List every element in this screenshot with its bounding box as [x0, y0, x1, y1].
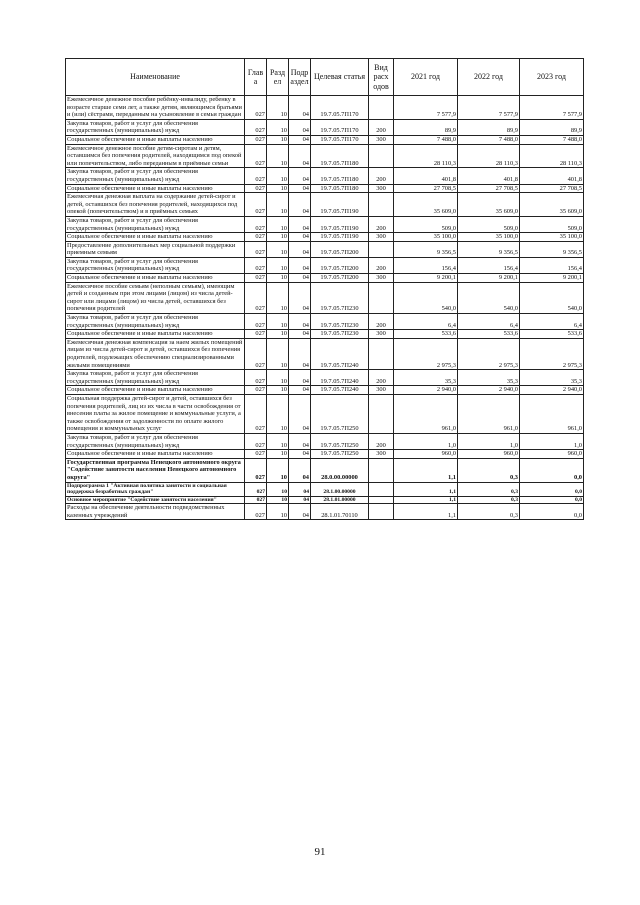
row-glava: 027	[245, 119, 267, 135]
row-amount-2021: 28 110,3	[394, 144, 458, 168]
table-row	[66, 257, 584, 273]
row-razdel: 10	[267, 314, 289, 330]
row-amount-2023: 27 708,5	[520, 184, 584, 193]
row-amount-2021: 1,1	[394, 504, 458, 520]
row-expense-type: 200	[369, 119, 394, 135]
row-razdel: 10	[267, 193, 289, 217]
table-row	[66, 274, 584, 283]
row-expense-type	[369, 193, 394, 217]
header-podrazdel: Подр аздел	[289, 59, 311, 96]
row-name: Закупка товаров, работ и услуг для обеспечения государственных (муниципальных) нужд	[66, 370, 245, 386]
table-row	[66, 496, 584, 504]
row-podrazdel: 04	[289, 184, 311, 193]
row-glava: 027	[245, 144, 267, 168]
row-amount-2021: 35,3	[394, 370, 458, 386]
row-podrazdel: 04	[289, 257, 311, 273]
row-expense-type: 300	[369, 450, 394, 459]
header-year-2023: 2023 год	[520, 59, 584, 96]
row-name: Государственная программа Ненецкого автономного округа "Содействие занятости населения Ненецкого автономного округа"	[66, 458, 245, 482]
row-amount-2023: 540,0	[520, 282, 584, 313]
table-row	[66, 233, 584, 242]
row-razdel: 10	[267, 233, 289, 242]
row-expense-type	[369, 338, 394, 369]
row-expense-type: 200	[369, 168, 394, 184]
table-row	[66, 96, 584, 120]
row-amount-2021: 9 200,1	[394, 274, 458, 283]
table-row	[66, 282, 584, 313]
row-expense-type	[369, 282, 394, 313]
row-target-article: 19.7.05.7П180	[311, 168, 369, 184]
row-glava: 027	[245, 482, 267, 496]
row-amount-2021: 9 356,5	[394, 241, 458, 257]
row-expense-type	[369, 96, 394, 120]
row-name: Социальное обеспечение и иные выплаты населению	[66, 184, 245, 193]
row-amount-2022: 7 488,0	[458, 135, 520, 144]
row-amount-2022: 35 100,0	[458, 233, 520, 242]
row-expense-type: 300	[369, 386, 394, 395]
row-target-article: 28.1.01.70110	[311, 504, 369, 520]
row-amount-2021: 6,4	[394, 314, 458, 330]
row-target-article: 19.7.05.7П240	[311, 338, 369, 369]
row-target-article: 19.7.05.7П250	[311, 394, 369, 433]
row-target-article: 19.7.05.7П190	[311, 193, 369, 217]
row-expense-type: 300	[369, 135, 394, 144]
row-podrazdel: 04	[289, 168, 311, 184]
row-razdel: 10	[267, 257, 289, 273]
table-row	[66, 168, 584, 184]
table-row	[66, 330, 584, 339]
row-name: Закупка товаров, работ и услуг для обеспечения государственных (муниципальных) нужд	[66, 168, 245, 184]
row-name: Ежемесячная денежная компенсация за наем жилых помещений лицам из числа детей-сирот и детей, оставшихся без попечения родителей, подлежащих обеспечению специализированными жилыми помещениями	[66, 338, 245, 369]
page-number: 91	[314, 846, 326, 858]
row-glava: 027	[245, 450, 267, 459]
row-razdel: 10	[267, 96, 289, 120]
row-amount-2023: 0,0	[520, 458, 584, 482]
row-amount-2021: 27 708,5	[394, 184, 458, 193]
table-row	[66, 338, 584, 369]
row-name: Закупка товаров, работ и услуг для обеспечения государственных (муниципальных) нужд	[66, 257, 245, 273]
row-podrazdel: 04	[289, 274, 311, 283]
table-row	[66, 458, 584, 482]
row-amount-2023: 156,4	[520, 257, 584, 273]
row-amount-2022: 35 609,0	[458, 193, 520, 217]
row-amount-2022: 540,0	[458, 282, 520, 313]
row-expense-type: 200	[369, 370, 394, 386]
row-podrazdel: 04	[289, 282, 311, 313]
row-amount-2022: 509,0	[458, 216, 520, 232]
row-podrazdel: 04	[289, 330, 311, 339]
row-amount-2022: 156,4	[458, 257, 520, 273]
row-glava: 027	[245, 184, 267, 193]
row-name: Социальная поддержка детей-сирот и детей, оставшихся без попечения родителей, лиц из их числа в части освобождения от внесения платы за жилое помещение и коммунальные услуги, а также освобождения от задолженности по оплате жилого помещения и коммунальных услуг	[66, 394, 245, 433]
header-razdel: Разд ел	[267, 59, 289, 96]
row-amount-2021: 35 609,0	[394, 193, 458, 217]
row-target-article: 19.7.05.7П250	[311, 450, 369, 459]
row-amount-2023: 1,0	[520, 433, 584, 449]
row-amount-2023: 960,0	[520, 450, 584, 459]
row-name: Социальное обеспечение и иные выплаты населению	[66, 274, 245, 283]
row-amount-2022: 0,3	[458, 496, 520, 504]
row-razdel: 10	[267, 433, 289, 449]
row-razdel: 10	[267, 386, 289, 395]
row-amount-2022: 9 200,1	[458, 274, 520, 283]
row-expense-type	[369, 458, 394, 482]
table-row	[66, 370, 584, 386]
row-razdel: 10	[267, 184, 289, 193]
row-amount-2021: 156,4	[394, 257, 458, 273]
row-glava: 027	[245, 168, 267, 184]
header-expense-type: Вид расх одов	[369, 59, 394, 96]
row-amount-2022: 2 940,0	[458, 386, 520, 395]
row-razdel: 10	[267, 338, 289, 369]
row-target-article: 19.7.05.7П190	[311, 233, 369, 242]
row-glava: 027	[245, 433, 267, 449]
table-row	[66, 394, 584, 433]
row-razdel: 10	[267, 394, 289, 433]
row-podrazdel: 04	[289, 216, 311, 232]
row-podrazdel: 04	[289, 458, 311, 482]
row-glava: 027	[245, 96, 267, 120]
row-amount-2021: 540,0	[394, 282, 458, 313]
row-amount-2023: 35 100,0	[520, 233, 584, 242]
row-expense-type: 300	[369, 274, 394, 283]
row-podrazdel: 04	[289, 314, 311, 330]
row-amount-2022: 1,0	[458, 433, 520, 449]
row-amount-2023: 2 940,0	[520, 386, 584, 395]
row-name: Предоставление дополнительных мер социальной поддержки приемным семьям	[66, 241, 245, 257]
row-expense-type	[369, 482, 394, 496]
row-amount-2022: 961,0	[458, 394, 520, 433]
row-name: Основное мероприятие "Содействие занятости населения"	[66, 496, 245, 504]
table-row	[66, 482, 584, 496]
row-name: Ежемесячное пособие семьям (неполным семьям), имеющим детей и созданным при этом лицами (лицом) из числа детей-сирот или лицами (лицом) из числа детей, оставшихся без попечения родителей	[66, 282, 245, 313]
row-name: Социальное обеспечение и иные выплаты населению	[66, 330, 245, 339]
row-amount-2023: 89,9	[520, 119, 584, 135]
row-name: Закупка товаров, работ и услуг для обеспечения государственных (муниципальных) нужд	[66, 216, 245, 232]
row-amount-2023: 2 975,3	[520, 338, 584, 369]
row-razdel: 10	[267, 450, 289, 459]
table-row	[66, 314, 584, 330]
row-expense-type: 200	[369, 433, 394, 449]
row-target-article: 28.0.00.00000	[311, 458, 369, 482]
row-target-article: 19.7.05.7П180	[311, 144, 369, 168]
row-target-article: 19.7.05.7П230	[311, 282, 369, 313]
row-target-article: 28.1.01.00000	[311, 496, 369, 504]
row-expense-type	[369, 496, 394, 504]
row-amount-2021: 1,1	[394, 482, 458, 496]
header-name: Наименование	[66, 59, 245, 96]
row-razdel: 10	[267, 458, 289, 482]
row-name: Ежемесячная денежная выплата на содержание детей-сирот и детей, оставшихся без попечения родителей, находящихся под опекой (попечительством) и в приёмных семьях	[66, 193, 245, 217]
row-name: Социальное обеспечение и иные выплаты населению	[66, 450, 245, 459]
row-amount-2021: 2 975,3	[394, 338, 458, 369]
row-target-article: 19.7.05.7П240	[311, 370, 369, 386]
row-amount-2023: 9 200,1	[520, 274, 584, 283]
row-amount-2021: 1,1	[394, 458, 458, 482]
row-amount-2023: 9 356,5	[520, 241, 584, 257]
row-amount-2022: 35,3	[458, 370, 520, 386]
row-razdel: 10	[267, 119, 289, 135]
row-name: Социальное обеспечение и иные выплаты населению	[66, 233, 245, 242]
row-podrazdel: 04	[289, 496, 311, 504]
row-amount-2022: 960,0	[458, 450, 520, 459]
row-glava: 027	[245, 241, 267, 257]
row-target-article: 19.7.05.7П200	[311, 274, 369, 283]
table-row	[66, 504, 584, 520]
row-podrazdel: 04	[289, 193, 311, 217]
row-amount-2022: 89,9	[458, 119, 520, 135]
row-target-article: 19.7.05.7П180	[311, 184, 369, 193]
row-target-article: 19.7.05.7П170	[311, 119, 369, 135]
table-row	[66, 119, 584, 135]
row-target-article: 19.7.05.7П170	[311, 96, 369, 120]
row-razdel: 10	[267, 168, 289, 184]
row-target-article: 19.7.05.7П250	[311, 433, 369, 449]
row-expense-type	[369, 504, 394, 520]
row-amount-2022: 6,4	[458, 314, 520, 330]
header-glava: Глав а	[245, 59, 267, 96]
row-podrazdel: 04	[289, 96, 311, 120]
row-target-article: 28.1.00.00000	[311, 482, 369, 496]
row-glava: 027	[245, 282, 267, 313]
row-glava: 027	[245, 370, 267, 386]
row-target-article: 19.7.05.7П170	[311, 135, 369, 144]
row-amount-2022: 0,3	[458, 458, 520, 482]
row-razdel: 10	[267, 274, 289, 283]
row-target-article: 19.7.05.7П200	[311, 241, 369, 257]
row-expense-type	[369, 241, 394, 257]
row-podrazdel: 04	[289, 144, 311, 168]
row-razdel: 10	[267, 241, 289, 257]
table-row	[66, 433, 584, 449]
row-glava: 027	[245, 257, 267, 273]
table-row	[66, 216, 584, 232]
row-razdel: 10	[267, 504, 289, 520]
table-row	[66, 386, 584, 395]
row-podrazdel: 04	[289, 135, 311, 144]
row-razdel: 10	[267, 216, 289, 232]
row-amount-2021: 7 577,9	[394, 96, 458, 120]
row-amount-2023: 35,3	[520, 370, 584, 386]
row-glava: 027	[245, 193, 267, 217]
row-glava: 027	[245, 233, 267, 242]
row-amount-2022: 533,6	[458, 330, 520, 339]
table-row	[66, 184, 584, 193]
row-amount-2022: 9 356,5	[458, 241, 520, 257]
row-name: Закупка товаров, работ и услуг для обеспечения государственных (муниципальных) нужд	[66, 314, 245, 330]
row-amount-2021: 1,1	[394, 496, 458, 504]
row-expense-type	[369, 394, 394, 433]
row-name: Подпрограмма 1 "Активная политика занятости и социальная поддержка безработных граждан"	[66, 482, 245, 496]
row-amount-2023: 509,0	[520, 216, 584, 232]
row-glava: 027	[245, 216, 267, 232]
header-year-2022: 2022 год	[458, 59, 520, 96]
row-amount-2021: 533,6	[394, 330, 458, 339]
row-glava: 027	[245, 338, 267, 369]
row-podrazdel: 04	[289, 338, 311, 369]
row-expense-type	[369, 144, 394, 168]
row-amount-2023: 0,0	[520, 482, 584, 496]
row-podrazdel: 04	[289, 386, 311, 395]
row-name: Расходы на обеспечение деятельности подведомственных казенных учреждений	[66, 504, 245, 520]
row-podrazdel: 04	[289, 482, 311, 496]
row-name: Социальное обеспечение и иные выплаты населению	[66, 135, 245, 144]
row-name: Ежемесячное денежное пособие детям-сиротам и детям, оставшимся без попечения родителей, находящимся под опекой или попечительством, либо переданным в приёмные семьи	[66, 144, 245, 168]
row-razdel: 10	[267, 482, 289, 496]
row-razdel: 10	[267, 282, 289, 313]
row-amount-2023: 401,8	[520, 168, 584, 184]
row-expense-type: 200	[369, 216, 394, 232]
row-razdel: 10	[267, 135, 289, 144]
table-header-row	[66, 59, 584, 96]
row-podrazdel: 04	[289, 233, 311, 242]
row-amount-2023: 0,0	[520, 496, 584, 504]
row-name: Закупка товаров, работ и услуг для обеспечения государственных (муниципальных) нужд	[66, 119, 245, 135]
table-row	[66, 241, 584, 257]
row-amount-2021: 35 100,0	[394, 233, 458, 242]
row-podrazdel: 04	[289, 119, 311, 135]
table-row	[66, 193, 584, 217]
row-name: Социальное обеспечение и иные выплаты населению	[66, 386, 245, 395]
row-podrazdel: 04	[289, 450, 311, 459]
row-target-article: 19.7.05.7П190	[311, 216, 369, 232]
row-amount-2023: 28 110,3	[520, 144, 584, 168]
row-amount-2023: 0,0	[520, 504, 584, 520]
row-amount-2021: 2 940,0	[394, 386, 458, 395]
header-target-article: Целевая статья	[311, 59, 369, 96]
row-glava: 027	[245, 394, 267, 433]
row-target-article: 19.7.05.7П200	[311, 257, 369, 273]
row-amount-2022: 27 708,5	[458, 184, 520, 193]
row-name: Ежемесячное денежное пособие ребёнку-инвалиду, ребенку в возрасте старше семи лет, а также детям, являющимся братьями и (или) сёстрами, переданным на усыновление в семьи граждан	[66, 96, 245, 120]
row-amount-2021: 509,0	[394, 216, 458, 232]
row-podrazdel: 04	[289, 504, 311, 520]
row-amount-2022: 0,3	[458, 504, 520, 520]
row-amount-2023: 961,0	[520, 394, 584, 433]
row-glava: 027	[245, 386, 267, 395]
row-expense-type: 300	[369, 184, 394, 193]
row-amount-2022: 0,3	[458, 482, 520, 496]
row-podrazdel: 04	[289, 241, 311, 257]
row-amount-2022: 28 110,3	[458, 144, 520, 168]
row-glava: 027	[245, 314, 267, 330]
table-row	[66, 135, 584, 144]
row-amount-2021: 401,8	[394, 168, 458, 184]
row-amount-2021: 960,0	[394, 450, 458, 459]
table-row	[66, 144, 584, 168]
row-target-article: 19.7.05.7П230	[311, 330, 369, 339]
row-expense-type: 200	[369, 314, 394, 330]
row-podrazdel: 04	[289, 370, 311, 386]
row-glava: 027	[245, 496, 267, 504]
row-amount-2023: 7 488,0	[520, 135, 584, 144]
row-glava: 027	[245, 458, 267, 482]
row-amount-2023: 6,4	[520, 314, 584, 330]
row-amount-2023: 7 577,9	[520, 96, 584, 120]
row-podrazdel: 04	[289, 433, 311, 449]
row-amount-2022: 401,8	[458, 168, 520, 184]
row-expense-type: 300	[369, 233, 394, 242]
row-amount-2021: 7 488,0	[394, 135, 458, 144]
row-glava: 027	[245, 135, 267, 144]
row-amount-2022: 2 975,3	[458, 338, 520, 369]
row-razdel: 10	[267, 330, 289, 339]
row-target-article: 19.7.05.7П240	[311, 386, 369, 395]
row-amount-2021: 961,0	[394, 394, 458, 433]
row-razdel: 10	[267, 370, 289, 386]
row-expense-type: 200	[369, 257, 394, 273]
row-glava: 027	[245, 504, 267, 520]
row-amount-2022: 7 577,9	[458, 96, 520, 120]
row-amount-2023: 35 609,0	[520, 193, 584, 217]
row-expense-type: 300	[369, 330, 394, 339]
row-podrazdel: 04	[289, 394, 311, 433]
row-target-article: 19.7.05.7П230	[311, 314, 369, 330]
row-razdel: 10	[267, 496, 289, 504]
row-name: Закупка товаров, работ и услуг для обеспечения государственных (муниципальных) нужд	[66, 433, 245, 449]
budget-table	[65, 58, 584, 520]
header-year-2021: 2021 год	[394, 59, 458, 96]
row-glava: 027	[245, 330, 267, 339]
table-row	[66, 450, 584, 459]
row-amount-2021: 89,9	[394, 119, 458, 135]
row-razdel: 10	[267, 144, 289, 168]
row-amount-2023: 533,6	[520, 330, 584, 339]
row-glava: 027	[245, 274, 267, 283]
row-amount-2021: 1,0	[394, 433, 458, 449]
